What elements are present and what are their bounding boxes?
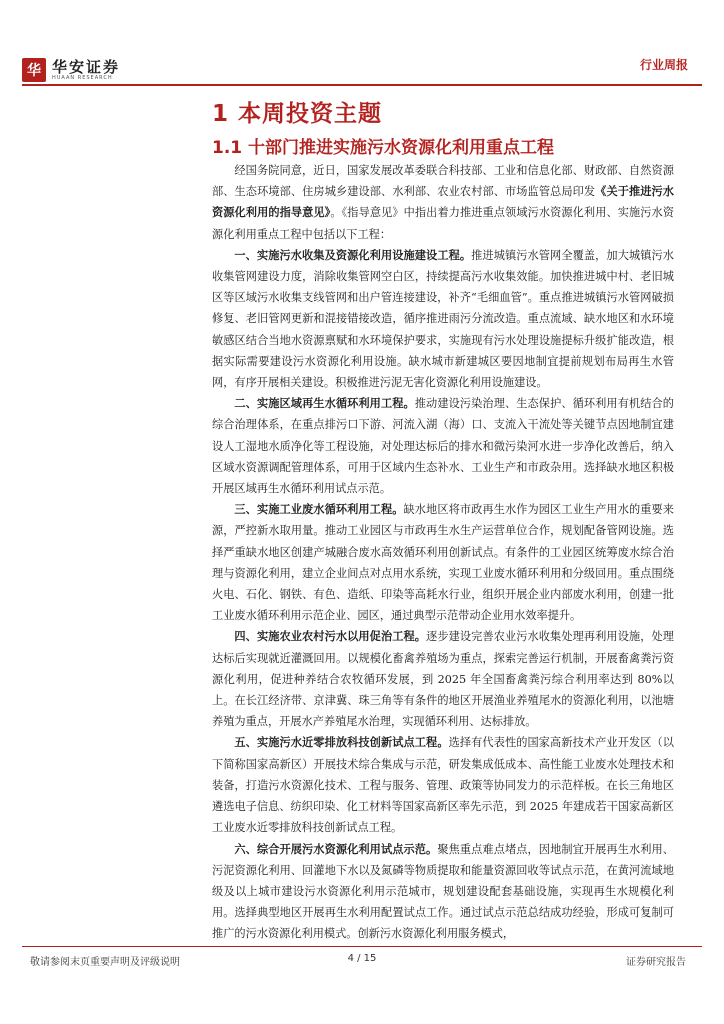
paragraph-project-3 <box>212 499 674 626</box>
paragraph-text: 经国务院同意，近日，国家发展改革委联合科技部、工业和信息化部、财政部、自然资源部、生态环境部、住房城乡建设部、水利部、农业农村部、市场监管总局印发 <box>212 164 674 199</box>
header-divider <box>22 84 702 86</box>
subsection-heading: 1.1 十部门推进实施污水资源化利用重点工程 <box>212 138 555 158</box>
logo-name-cn: 华安证券 <box>52 58 121 76</box>
logo <box>22 58 120 82</box>
paragraph-bold-text: 《关于推进污水资源化利用的指导意见》 <box>212 184 674 220</box>
paragraph-bold-text: 三、实施工业废水循环利用工程。 <box>234 502 404 517</box>
logo-name-en: HUAAN RESEARCH <box>52 75 113 81</box>
paragraph-text: 推动建设污染治理、生态保护、循环利用有机结合的综合治理体系，在重点排污口下游、河流入湖（海）口、支流入干流处等关键节点因地制宜建设人工湿地水质净化等工程设施，对处理达标后的排水和微污染河水进一步净化改善后，纳入区域水资源调配管理体系，可用于区域内生态补水、工业生产和市政杂用。选择缺水地区积极开展区域再生水循环利用试点示范。 <box>212 397 674 496</box>
logo-text <box>52 59 120 81</box>
paragraph-text: 。《指导意见》中指出着力推进重点领域污水资源化利用、实施污水资源化利用重点工程中包括以下工程： <box>212 206 674 241</box>
paragraph-bold-text: 一、实施污水收集及资源化利用设施建设工程。 <box>234 247 472 262</box>
paragraph-bold-text: 六、综合开展污水资源化利用试点示范。 <box>234 841 438 856</box>
paragraph-project-1 <box>212 245 674 393</box>
page-header <box>22 50 702 86</box>
section-heading: 1 本周投资主题 <box>212 101 383 127</box>
paragraph-text: 选择有代表性的国家高新技术产业开发区（以下简称国家高新区）开展技术综合集成与示范，研发集成低成本、高性能工业废水处理技术和装备，打造污水资源化技术、工程与服务、管理、政策等协同发力的示范样板。在长三角地区遴选电子信息、纺织印染、化工材料等国家高新区率先示范，到 2025 年建成若干国家高新区工业废水近零排放科技创新试点工程。 <box>212 736 674 835</box>
paragraph-project-4 <box>212 626 674 732</box>
disclaimer-note: 敬请参阅末页重要声明及评级说明 <box>30 957 180 968</box>
paragraph-bold-text: 二、实施区域再生水循环利用工程。 <box>234 396 415 411</box>
report-type-label: 行业周报 <box>639 58 688 72</box>
page-number: 4 / 15 <box>347 953 377 964</box>
paragraph-intro <box>212 160 674 245</box>
paragraph-text: 缺水地区将市政再生水作为园区工业生产用水的重要来源，严控新水取用量。推动工业园区与市政再生水生产运营单位合作，规划配备管网设施。选择严重缺水地区创建产城融合废水高效循环利用创新试点。有条件的工业园区统筹废水综合治理与资源化利用，建立企业间点对点用水系统，实现工业废水循环利用和分级回用。重点围绕火电、石化、钢铁、有色、造纸、印染等高耗水行业，组织开展企业内部废水利用，创建一批工业废水循环利用示范企业、园区，通过典型示范带动企业用水效率提升。 <box>212 503 674 623</box>
paragraph-project-2 <box>212 393 674 499</box>
logo-seal-icon: 华 <box>22 58 46 82</box>
page-footer <box>30 953 694 969</box>
footer-divider <box>22 946 702 947</box>
report-label: 证券研究报告 <box>626 957 686 968</box>
paragraph-text: 聚焦重点难点堵点，因地制宜开展再生水利用、污泥资源化利用、回灌地下水以及氮磷等物质提取和能量资源回收等试点示范，在黄河流域地级及以上城市建设污水资源化利用示范城市，规划建设配套基础设施，实现再生水规模化利用。选择典型地区开展再生水利用配置试点工作。通过试点示范总结成功经验，形成可复制可推广的污水资源化利用模式。创新污水资源化利用服务模式， <box>212 842 674 941</box>
paragraph-text: 推进城镇污水管网全覆盖，加大城镇污水收集管网建设力度，消除收集管网空白区，持续提高污水收集效能。加快推进城中村、老旧城区等区域污水收集支线管网和出户管连接建设，补齐“毛细血管”。重点推进城镇污水管网破损修复、老旧管网更新和混接错接改造，循序推进雨污分流改造。重点流域、缺水地区和水环境敏感区结合当地水资源禀赋和水环境保护要求，实施现有污水处理设施提标升级扩能改造，根据实际需要建设污水资源化利用设施。缺水城市新建城区要因地制宜提前规划布局再生水管网，有序开展相关建设。积极推进污泥无害化资源化利用设施建设。 <box>212 248 674 390</box>
paragraph-project-6 <box>212 839 674 945</box>
body-text <box>212 160 674 945</box>
paragraph-bold-text: 四、实施农业农村污水以用促治工程。 <box>234 629 427 644</box>
paragraph-project-5 <box>212 732 674 838</box>
paragraph-bold-text: 五、实施污水近零排放科技创新试点工程。 <box>234 735 449 750</box>
paragraph-text: 逐步建设完善农业污水收集处理再利用设施，处理达标后实现就近灌溉回用。以规模化畜禽养殖场为重点，探索完善运行机制，开展畜禽粪污资源化利用，促进种养结合农牧循环发展，到 2025 年全国畜禽粪污综合利用率达到 80%以上。在长江经济带、京津冀、珠三角等有条件的地区开展渔业养殖尾水的资源化利用，以池塘养殖为重点，开展水产养殖尾水治理，实现循环利用、达标排放。 <box>212 630 674 729</box>
